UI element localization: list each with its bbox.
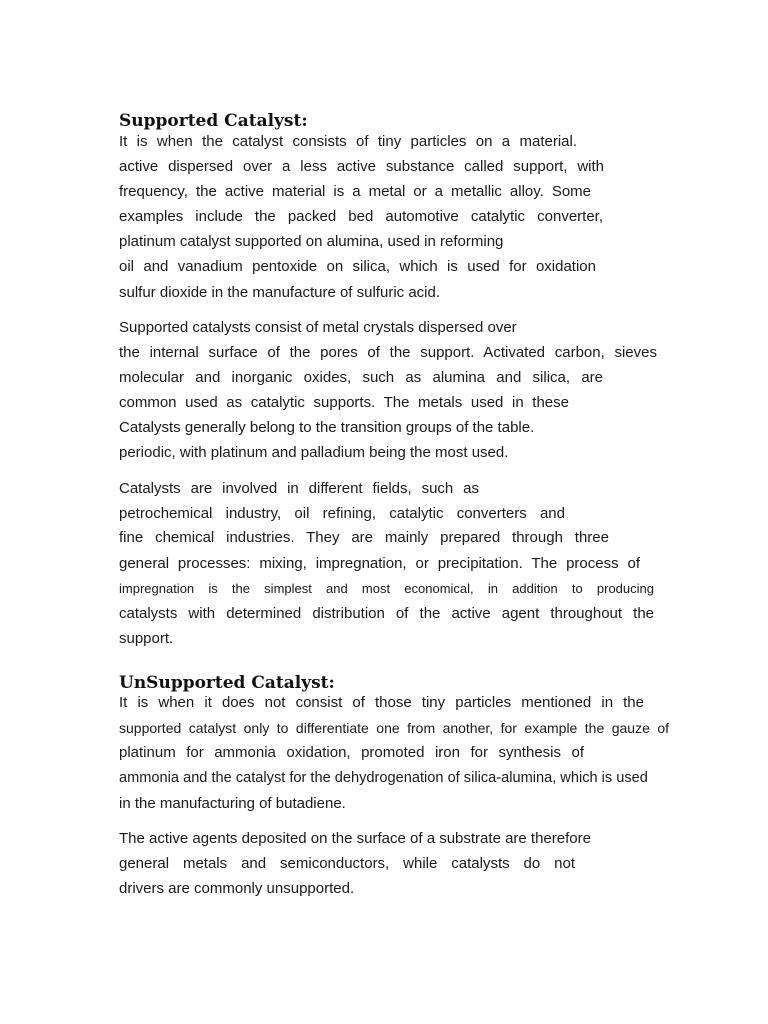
text-line: general metals and semiconductors, while catalysts do not — [119, 855, 575, 872]
text-line: examples include the packed bed automotive catalytic converter, — [119, 208, 603, 225]
text-line: Catalysts are involved in different fields, such as — [119, 480, 479, 497]
text-line: petrochemical industry, oil refining, catalytic converters and — [119, 505, 565, 522]
text-line: drivers are commonly unsupported. — [119, 880, 355, 897]
text-line: fine chemical industries. They are mainly prepared through three — [119, 529, 609, 546]
text-line: supported catalyst only to differentiate one from another, for example the gauze of — [119, 720, 669, 736]
text-line: catalysts with determined distribution of the active agent throughout the — [119, 605, 654, 622]
text-line: support. — [119, 630, 174, 647]
text-line: frequency, the active material is a metal or a metallic alloy. Some — [119, 183, 591, 200]
text-line: The active agents deposited on the surface of a substrate are therefore — [119, 830, 591, 847]
text-line: the internal surface of the pores of the support. Activated carbon, sieves — [119, 344, 657, 361]
text-line: in the manufacturing of butadiene. — [119, 795, 346, 812]
text-line: It is when it does not consist of those tiny particles mentioned in the — [119, 694, 644, 711]
text-line: Supported catalysts consist of metal crystals dispersed over — [119, 319, 517, 336]
text-line: ammonia and the catalyst for the dehydrogenation of silica-alumina, which is used — [119, 770, 648, 786]
text-line: impregnation is the simplest and most economical, in addition to producing — [119, 581, 654, 596]
section-heading-unsupported: UnSupported Catalyst: — [119, 673, 335, 693]
text-line: molecular and inorganic oxides, such as alumina and silica, are — [119, 369, 603, 386]
text-line: oil and vanadium pentoxide on silica, which is used for oxidation — [119, 258, 596, 275]
text-line: general processes: mixing, impregnation, or precipitation. The process of — [119, 555, 640, 572]
text-line: platinum catalyst supported on alumina, used in reforming — [119, 233, 504, 250]
text-line: sulfur dioxide in the manufacture of sulfuric acid. — [119, 284, 440, 301]
text-line: It is when the catalyst consists of tiny particles on a material. — [119, 133, 577, 150]
text-line: common used as catalytic supports. The metals used in these — [119, 394, 569, 411]
text-line: periodic, with platinum and palladium being the most used. — [119, 444, 509, 461]
text-line: platinum for ammonia oxidation, promoted iron for synthesis of — [119, 744, 584, 761]
section-heading-supported: Supported Catalyst: — [119, 111, 308, 131]
text-line: Catalysts generally belong to the transition groups of the table. — [119, 419, 535, 436]
text-line: active dispersed over a less active substance called support, with — [119, 158, 604, 175]
